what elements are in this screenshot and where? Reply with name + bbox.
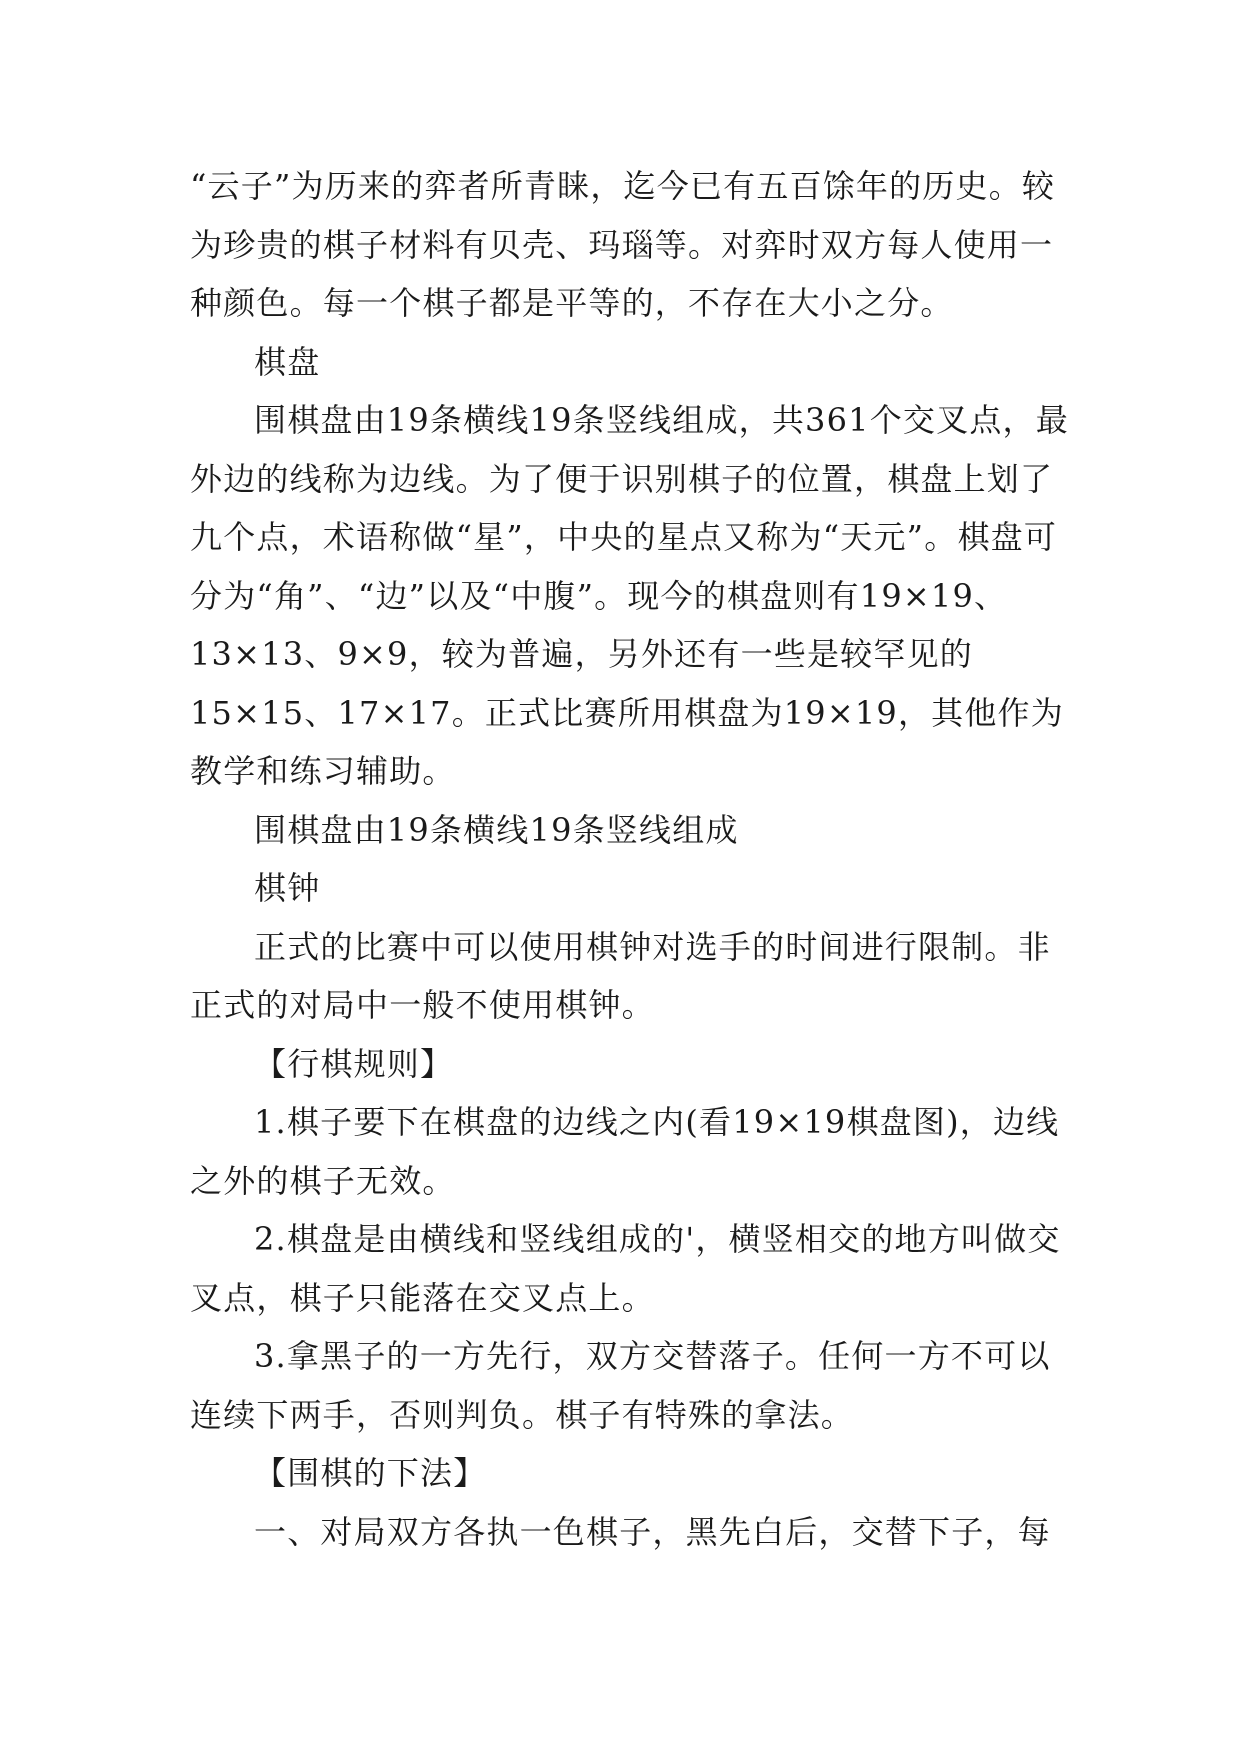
paragraph-board-description: 围棋盘由19条横线19条竖线组成，共361个交叉点，最外边的线称为边线。为了便于识别棋子的位置，棋盘上划了九个点，术语称做“星”，中央的星点又称为“天元”。棋盘可分为“角”、“边”以及“中腹”。现今的棋盘则有19×19、13×13、9×9，较为普遍，另外还有一些是较罕见的15×15、17×17。正式比赛所用棋盘为19×19，其他作为教学和练习辅助。: [190, 401, 1069, 790]
heading-rules: 【行棋规则】: [254, 1044, 454, 1083]
paragraph-rule-3: 3.拿黑子的一方先行，双方交替落子。任何一方不可以连续下两手，否则判负。棋子有特殊的拿法。: [190, 1337, 1051, 1434]
paragraph-board-caption: 围棋盘由19条横线19条竖线组成: [254, 810, 739, 849]
heading-how-to-play: 【围棋的下法】: [254, 1454, 487, 1492]
paragraph-rule-2: 2.棋盘是由横线和竖线组成的'，横竖相交的地方叫做交叉点，棋子只能落在交叉点上。: [190, 1220, 1061, 1317]
paragraph-rule-1: 1.棋子要下在棋盘的边线之内(看19×19棋盘图)，边线之外的棋子无效。: [190, 1103, 1060, 1200]
paragraph-play-step-1: 一、对局双方各执一色棋子，黑先白后，交替下子，每: [254, 1512, 1051, 1551]
paragraph-stone-materials: “云子”为历来的弈者所青睐，迄今已有五百馀年的历史。较为珍贵的棋子材料有贝壳、玛瑙等。对弈时双方每人使用一种颜色。每一个棋子都是平等的，不存在大小之分。: [190, 167, 1056, 322]
paragraph-clock-description: 正式的比赛中可以使用棋钟对选手的时间进行限制。非正式的对局中一般不使用棋钟。: [190, 927, 1051, 1024]
heading-board: 棋盘: [254, 342, 321, 381]
document-body: [190, 157, 1070, 1561]
heading-clock: 棋钟: [254, 869, 321, 907]
